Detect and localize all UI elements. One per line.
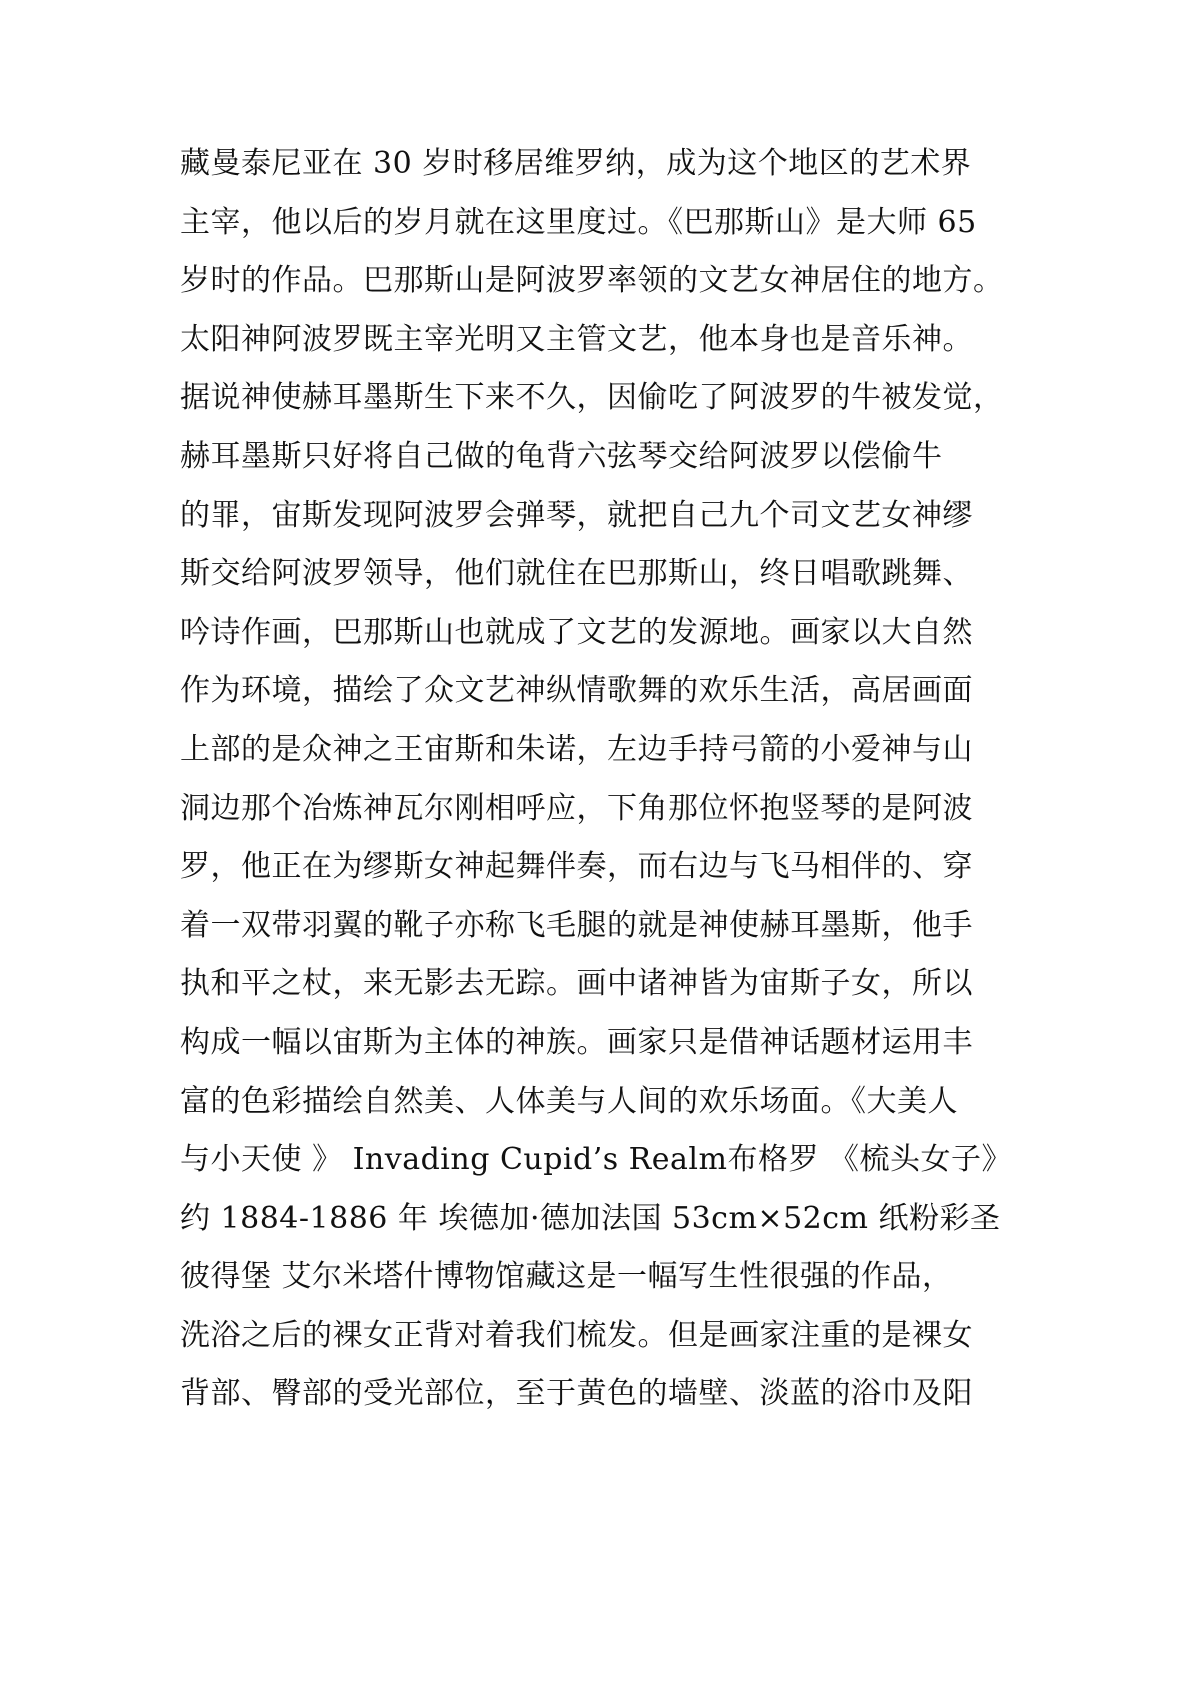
- text-line: 上部的是众神之王宙斯和朱诺，左边手持弓箭的小爱神与山: [180, 731, 973, 767]
- text-line: 着一双带羽翼的靴子亦称飞毛腿的就是神使赫耳墨斯，他手: [180, 907, 973, 943]
- text-line: 吟诗作画，巴那斯山也就成了文艺的发源地。画家以大自然: [180, 614, 973, 650]
- text-line: 作为环境，描绘了众文艺神纵情歌舞的欢乐生活，高居画面: [180, 673, 973, 709]
- text-line: 岁时的作品。巴那斯山是阿波罗率领的文艺女神居住的地方。: [180, 263, 1004, 299]
- text-line: 斯交给阿波罗领导，他们就住在巴那斯山，终日唱歌跳舞、: [180, 556, 973, 592]
- text-line: 太阳神阿波罗既主宰光明又主管文艺，他本身也是音乐神。: [180, 321, 973, 357]
- text-line: 洗浴之后的裸女正背对着我们梳发。但是画家注重的是裸女: [180, 1317, 973, 1353]
- text-line: 主宰，他以后的岁月就在这里度过。《巴那斯山》是大师 65: [180, 204, 977, 240]
- text-line: 富的色彩描绘自然美、人体美与人间的欢乐场面。《大美人: [180, 1083, 958, 1119]
- text-line: 藏曼泰尼亚在 30 岁时移居维罗纳，成为这个地区的艺术界: [180, 146, 972, 181]
- text-line: 洞边那个冶炼神瓦尔刚相呼应，下角那位怀抱竖琴的是阿波: [180, 790, 973, 826]
- text-line: 构成一幅以宙斯为主体的神族。画家只是借神话题材运用丰: [180, 1024, 973, 1060]
- text-line: 彼得堡 艾尔米塔什博物馆藏这是一幅写生性很强的作品，: [180, 1259, 953, 1295]
- text-line: 赫耳墨斯只好将自己做的龟背六弦琴交给阿波罗以偿偷牛: [180, 438, 943, 474]
- text-line: 执和平之杖，来无影去无踪。画中诸神皆为宙斯子女，所以: [180, 966, 973, 1002]
- text-line: 据说神使赫耳墨斯生下来不久，因偷吃了阿波罗的牛被发觉，: [180, 380, 1004, 416]
- text-line: 约 1884-1886 年 埃德加·德加法国 53cm×52cm 纸粉彩圣: [180, 1200, 1001, 1236]
- text-line: 罗，他正在为缪斯女神起舞伴奏，而右边与飞马相伴的、穿: [180, 849, 973, 885]
- text-line: 的罪，宙斯发现阿波罗会弹琴，就把自己九个司文艺女神缪: [180, 497, 973, 533]
- text-line: 背部、臀部的受光部位，至于黄色的墙壁、淡蓝的浴巾及阳: [180, 1376, 973, 1412]
- body-text: [180, 135, 1080, 1424]
- text-line: 与小天使 》 Invading Cupid’s Realm布格罗 《梳头女子》: [180, 1142, 1012, 1178]
